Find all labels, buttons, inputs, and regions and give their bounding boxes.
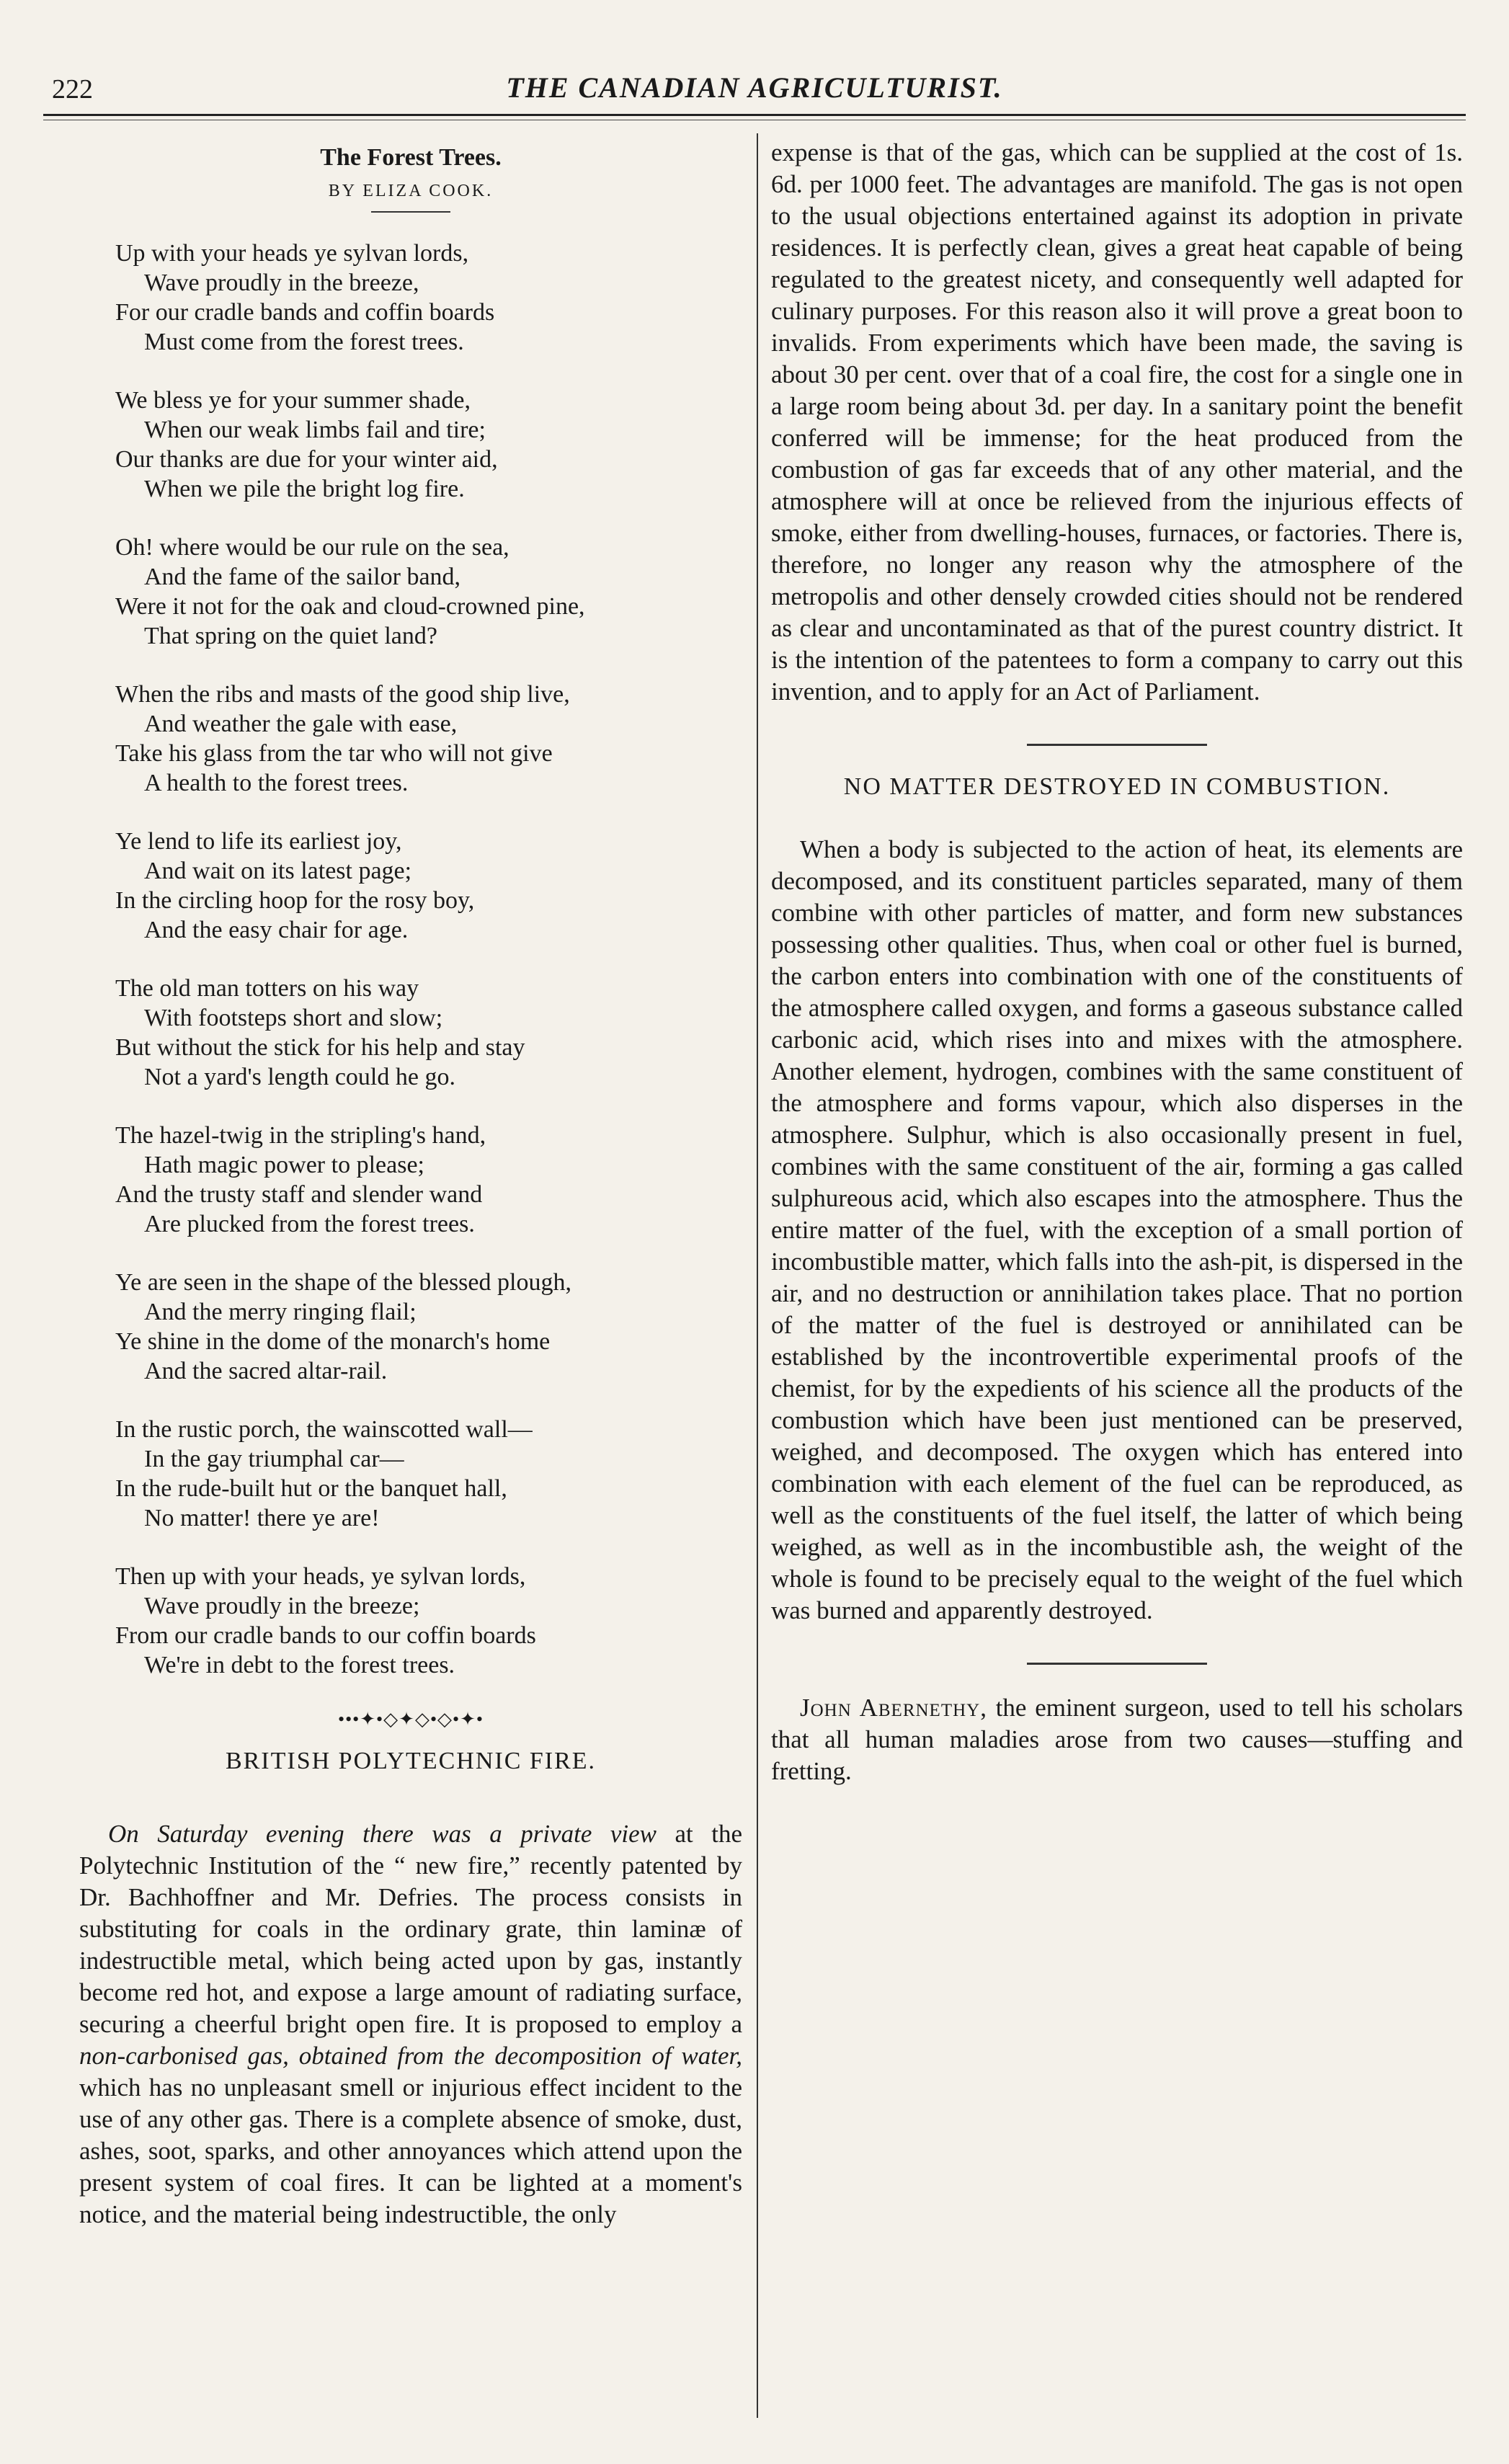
section-rule-2 bbox=[1027, 1663, 1207, 1665]
article-polytechnic-paragraph bbox=[79, 1818, 742, 2231]
ornament-divider: •••✦•◇✦◇•◇•✦• bbox=[337, 1709, 484, 1730]
column-divider bbox=[757, 133, 758, 2418]
abernethy-name: John Abernethy, bbox=[800, 1694, 987, 1722]
article-title-combustion: NO MATTER DESTROYED IN COMBUSTION. bbox=[843, 773, 1391, 800]
poem-line: That spring on the quiet land? bbox=[144, 623, 437, 649]
poem-line: Up with your heads ye sylvan lords, bbox=[115, 240, 469, 267]
poem-line: Then up with your heads, ye sylvan lords, bbox=[115, 1563, 526, 1590]
poem-line: Our thanks are due for your winter aid, bbox=[115, 446, 498, 473]
poem-line: We bless ye for your summer shade, bbox=[115, 387, 471, 414]
byline-rule bbox=[371, 211, 450, 213]
poem-line: From our cradle bands to our coffin boards bbox=[115, 1622, 536, 1649]
poem-stanza bbox=[115, 1562, 742, 1680]
poem-line: We're in debt to the forest trees. bbox=[144, 1652, 455, 1678]
poem-byline: BY ELIZA COOK. bbox=[328, 182, 494, 200]
poem-line: In the circling hoop for the rosy boy, bbox=[115, 887, 475, 914]
section-rule bbox=[1027, 744, 1207, 746]
poem-line: Must come from the forest trees. bbox=[144, 329, 464, 355]
polytechnic-text-a: at the Polytechnic Institution of the “ new fire,” recently patented by Dr. Bachhoffner and Mr. Defries. The process consists in substituting for coals in the ordinary grate, thin laminæ of indestructible metal, which being acted upon by gas, instantly become red hot, and expose a large amount of radiating surface, securing a cheerful bright open fire. It is proposed to employ a bbox=[79, 1820, 742, 2038]
poem-line: And weather the gale with ease, bbox=[144, 711, 458, 737]
poem-line: Take his glass from the tar who will not give bbox=[115, 740, 553, 767]
poem-line: In the gay triumphal car— bbox=[144, 1446, 404, 1472]
poem-line: Ye shine in the dome of the monarch's home bbox=[115, 1328, 551, 1355]
article-polytechnic-continued: expense is that of the gas, which can be supplied at the cost of 1s. 6d. per 1000 feet. The advantages are manifold. The gas is not open to the usual objections entertained against its adoption in private residences. It is perfectly clean, gives a great heat capable of being regulated to the greatest nicety, and consequently well adapted for culinary purposes. For this reason also it will prove a great boon to invalids. From experiments which have been made, the saving is about 30 per cent. over that of a coal fire, the cost for a single one in a large room being about 3d. per day. In a sanitary point the benefit conferred will be immense; for the heat produced from the combustion of gas far exceeds that of any other material, and the atmosphere will at once be relieved from the injurious effects of smoke, either from dwelling-houses, furnaces, or factories. There is, therefore, no longer any reason why the atmosphere of the metropolis and other densely crowded cities should not be rendered as clear and uncontaminated as that of the purest country district. It is the intention of the patentees to form a company to carry out this invention, and to apply for an Act of Parliament. bbox=[771, 138, 1463, 706]
poem-line: Wave proudly in the breeze, bbox=[144, 270, 419, 296]
left-column bbox=[79, 137, 742, 2421]
poem-line: Ye are seen in the shape of the blessed plough, bbox=[115, 1269, 571, 1296]
poem-stanza bbox=[115, 974, 742, 1092]
poem-title: The Forest Trees. bbox=[320, 144, 502, 171]
poem-line: And the trusty staff and slender wand bbox=[115, 1181, 483, 1208]
poem-line: When we pile the bright log fire. bbox=[144, 476, 465, 502]
poem-stanza bbox=[115, 1415, 742, 1533]
poem-line: With footsteps short and slow; bbox=[144, 1005, 443, 1031]
poem-stanza bbox=[115, 239, 742, 357]
poem-line: The old man totters on his way bbox=[115, 975, 419, 1002]
polytechnic-italic-phrase: non-carbonised gas, obtained from the decomposition of water, bbox=[79, 2042, 742, 2070]
poem-line: Were it not for the oak and cloud-crowned pine, bbox=[115, 593, 585, 620]
running-title: THE CANADIAN AGRICULTURIST. bbox=[506, 71, 1003, 104]
poem-line: In the rude-built hut or the banquet hall, bbox=[115, 1475, 507, 1502]
poem-line: No matter! there ye are! bbox=[144, 1505, 380, 1531]
poem-line: And the easy chair for age. bbox=[144, 917, 409, 943]
poem-line: Are plucked from the forest trees. bbox=[144, 1211, 475, 1237]
poem-line: When the ribs and masts of the good ship live, bbox=[115, 681, 570, 708]
poem-stanza bbox=[115, 533, 742, 651]
poem-line: Ye lend to life its earliest joy, bbox=[115, 828, 402, 855]
poem-stanza bbox=[115, 1268, 742, 1386]
poem-stanza bbox=[115, 1121, 742, 1239]
article-combustion-paragraph: When a body is subjected to the action of heat, its elements are decomposed, and its constituent particles separated, many of them combine with other particles of matter, and form new substances possessing other qualities. Thus, when coal or other fuel is burned, the carbon enters into combination with one of the constituents of the atmosphere called oxygen, and forms a gaseous substance called carbonic acid, which rises into and mixes with the atmosphere. Another element, hydrogen, combines with the same constituent of the atmosphere and forms vapour, which also disperses in the atmosphere. Sulphur, which is also occasionally present in fuel, combines with the same constituent of the air, forming a gas called sulphureous acid, which also escapes into the atmosphere. Thus the entire matter of the fuel, with the exception of a small portion of incombustible matter, which falls into the ash-pit, is dispersed in the air, and no destruction or annihilation takes place. That no portion of the matter of the fuel is destroyed or annihilated can be established by the incontrovertible experimental proofs of the chemist, for by the expedients of his science all the products of the combustion which have been just mentioned can be preserved, weighed, and decomposed. The oxygen which has entered into combination with each element of the fuel can be reproduced, as well as the constituents of the fuel itself, the latter of which being weighed, as well as in the incombustible ash, the weight of the whole is found to be precisely equal to the weight of the fuel which was burned and apparently destroyed. bbox=[771, 835, 1463, 1624]
poem-line: And the fame of the sailor band, bbox=[144, 564, 461, 590]
poem-body bbox=[79, 239, 742, 1680]
poem-line: Wave proudly in the breeze; bbox=[144, 1593, 420, 1619]
poem-line: But without the stick for his help and stay bbox=[115, 1034, 525, 1061]
abernethy-note bbox=[771, 1692, 1463, 1787]
poem-line: In the rustic porch, the wainscotted wall— bbox=[115, 1416, 533, 1443]
poem-line: When our weak limbs fail and tire; bbox=[144, 417, 486, 443]
article-title-polytechnic: BRITISH POLYTECHNIC FIRE. bbox=[225, 1748, 597, 1774]
poem-stanza bbox=[115, 827, 742, 945]
poem-line: And the merry ringing flail; bbox=[144, 1299, 417, 1325]
poem-stanza bbox=[115, 680, 742, 798]
poem-line: For our cradle bands and coffin boards bbox=[115, 299, 495, 326]
poem-line: Hath magic power to please; bbox=[144, 1152, 424, 1178]
italic-dateline: On Saturday evening there was a private view bbox=[108, 1820, 656, 1848]
page-header bbox=[43, 66, 1466, 117]
poem-line: And wait on its latest page; bbox=[144, 858, 412, 884]
poem-line: Not a yard's length could he go. bbox=[144, 1064, 455, 1090]
poem-line: A health to the forest trees. bbox=[144, 770, 409, 796]
poem-line: Oh! where would be our rule on the sea, bbox=[115, 534, 509, 561]
right-column bbox=[771, 137, 1463, 2421]
page-number: 222 bbox=[52, 74, 93, 104]
abernethy-text: the eminent surgeon, used to tell his scholars that all human maladies arose from two causes—stuffing and fretting. bbox=[771, 1694, 1463, 1785]
header-rule bbox=[43, 114, 1466, 116]
poem-line: And the sacred altar-rail. bbox=[144, 1358, 388, 1384]
poem-line: The hazel-twig in the stripling's hand, bbox=[115, 1122, 486, 1149]
poem-stanza bbox=[115, 386, 742, 504]
polytechnic-text-b: which has no unpleasant smell or injurious effect incident to the use of any other gas. There is a complete absence of smoke, dust, ashes, soot, sparks, and other annoyances which attend upon the present system of coal fires. It can be lighted at a moment's notice, and the material being indestructible, the only bbox=[79, 2073, 742, 2228]
